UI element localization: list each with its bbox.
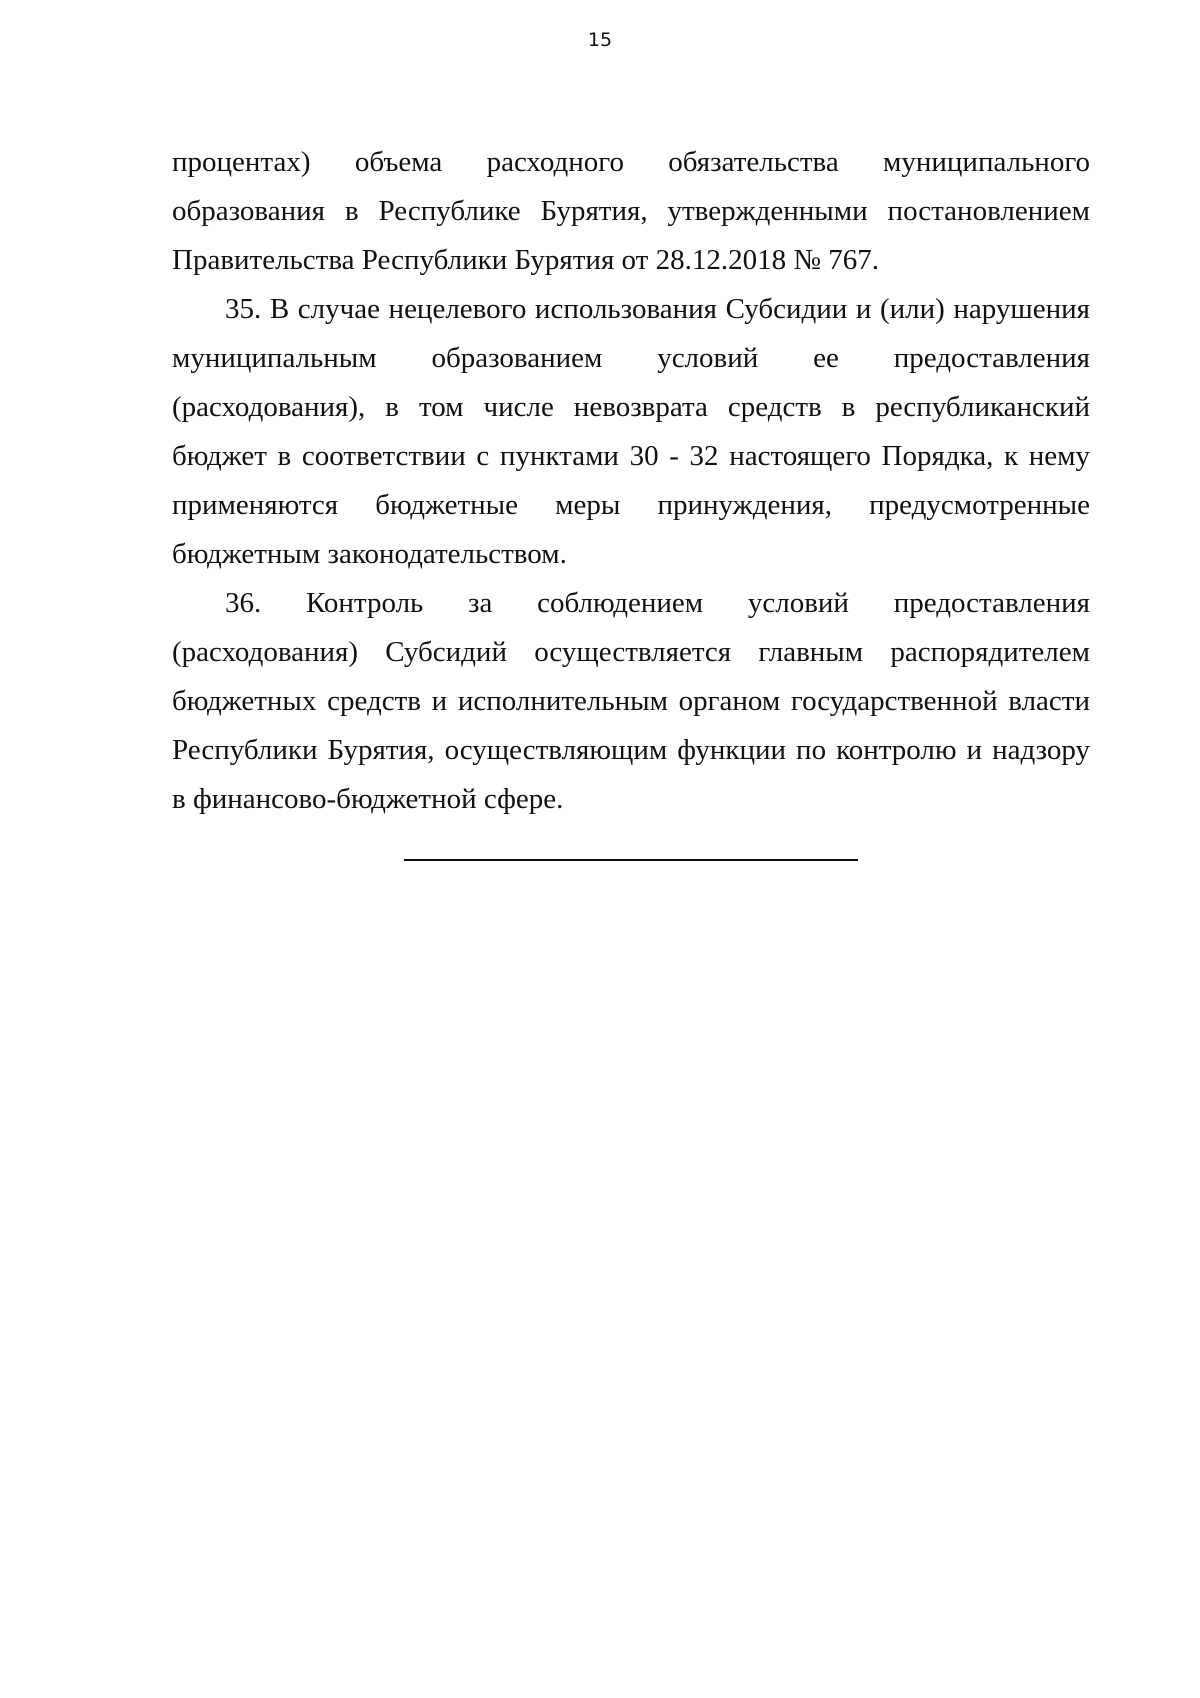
paragraph-36: 36. Контроль за соблюдением условий предоставления (расходования) Субсидий осуществляется главным распорядителем бюджетных средств и исполнительным органом государственной власти Республики Бурятия, осуществляющим функции по контролю и надзору в финансово-бюджетной сфере. <box>172 587 1090 815</box>
end-of-text-divider <box>404 859 858 861</box>
page-number: 15 <box>587 29 613 51</box>
paragraph-35: 35. В случае нецелевого использования Субсидии и (или) нарушения муниципальным образованием условий ее предоставления (расходования), в том числе невозврата средств в республиканский бюджет в соответствии с пунктами 30 - 32 настоящего Порядка, к нему применяются бюджетные меры принуждения, предусмотренные бюджетным законодательством. <box>172 293 1090 570</box>
paragraph-continuation: процентах) объема расходного обязательства муниципального образования в Республике Бурятия, утвержденными постановлением Правительства Республики Бурятия от 28.12.2018 № 767. <box>172 146 1090 276</box>
document-body <box>172 138 1090 824</box>
